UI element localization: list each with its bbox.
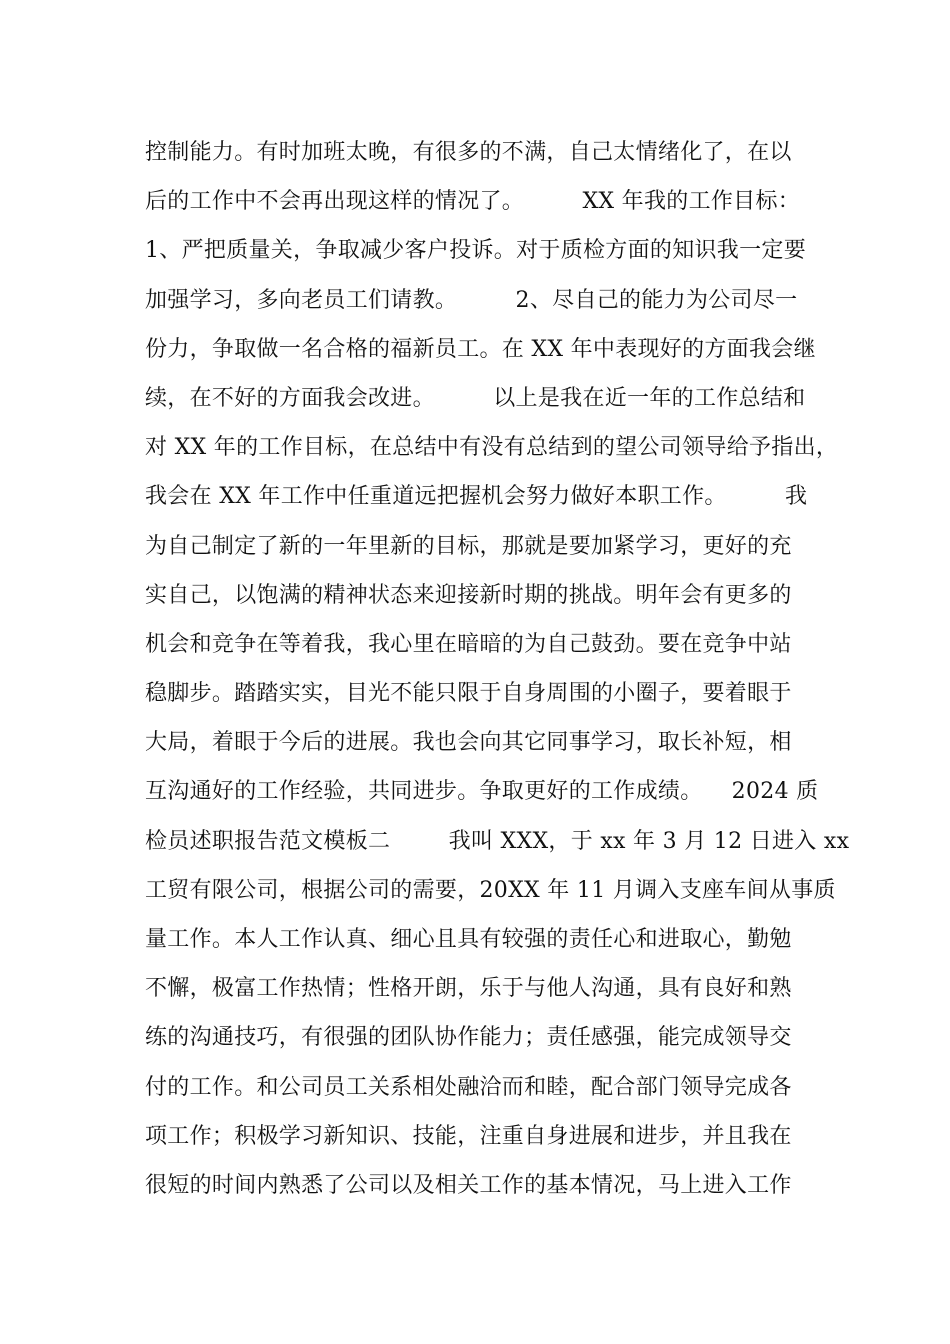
text-line: 付的工作。和公司员工关系相处融洽而和睦，配合部门领导完成各 [145, 1074, 792, 1100]
body-text [145, 128, 850, 1210]
text-line: 工贸有限公司，根据公司的需要，20XX 年 11 月调入支座车间从事质 [145, 877, 836, 903]
text-line: 份力，争取做一名合格的福新员工。在 XX 年中表现好的方面我会继 [145, 336, 816, 362]
text-line: 项工作；积极学习新知识、技能，注重自身进展和进步，并且我在 [145, 1123, 792, 1149]
text-line: 后的工作中不会再出现这样的情况了。 XX 年我的工作目标： [145, 189, 801, 215]
text-line: 对 XX 年的工作目标，在总结中有没有总结到的望公司领导给予指出， [145, 435, 839, 461]
text-line: 稳脚步。踏踏实实，目光不能只限于自身周围的小圈子，要着眼于 [145, 681, 792, 707]
text-line: 互沟通好的工作经验，共同进步。争取更好的工作成绩。 2024 质 [145, 779, 819, 805]
text-line: 1、严把质量关，争取减少客户投诉。对于质检方面的知识我一定要 [145, 238, 806, 264]
text-line: 加强学习，多向老员工们请教。 2、尽自己的能力为公司尽一 [145, 287, 798, 313]
text-line: 检员述职报告范文模板二 我叫 XXX，于 xx 年 3 月 12 日进入 xx [145, 828, 850, 854]
text-line: 为自己制定了新的一年里新的目标，那就是要加紧学习，更好的充 [145, 533, 792, 559]
text-line: 不懈，极富工作热情；性格开朗，乐于与他人沟通，具有良好和熟 [145, 976, 792, 1002]
text-line: 机会和竞争在等着我，我心里在暗暗的为自己鼓劲。要在竞争中站 [145, 631, 792, 657]
text-line: 控制能力。有时加班太晚，有很多的不满，自己太情绪化了，在以 [145, 140, 792, 165]
text-line: 续，在不好的方面我会改进。 以上是我在近一年的工作总结和 [145, 385, 806, 411]
text-line: 大局，着眼于今后的进展。我也会向其它同事学习，取长补短，相 [145, 730, 792, 756]
text-line: 我会在 XX 年工作中任重道远把握机会努力做好本职工作。 我 [145, 484, 808, 510]
text-line: 量工作。本人工作认真、细心且具有较强的责任心和进取心，勤勉 [145, 927, 792, 952]
text-line: 练的沟通技巧，有很强的团队协作能力；责任感强，能完成领导交 [145, 1025, 792, 1051]
text-line: 实自己，以饱满的精神状态来迎接新时期的挑战。明年会有更多的 [145, 582, 792, 608]
text-line: 很短的时间内熟悉了公司以及相关工作的基本情况，马上进入工作 [145, 1172, 792, 1198]
